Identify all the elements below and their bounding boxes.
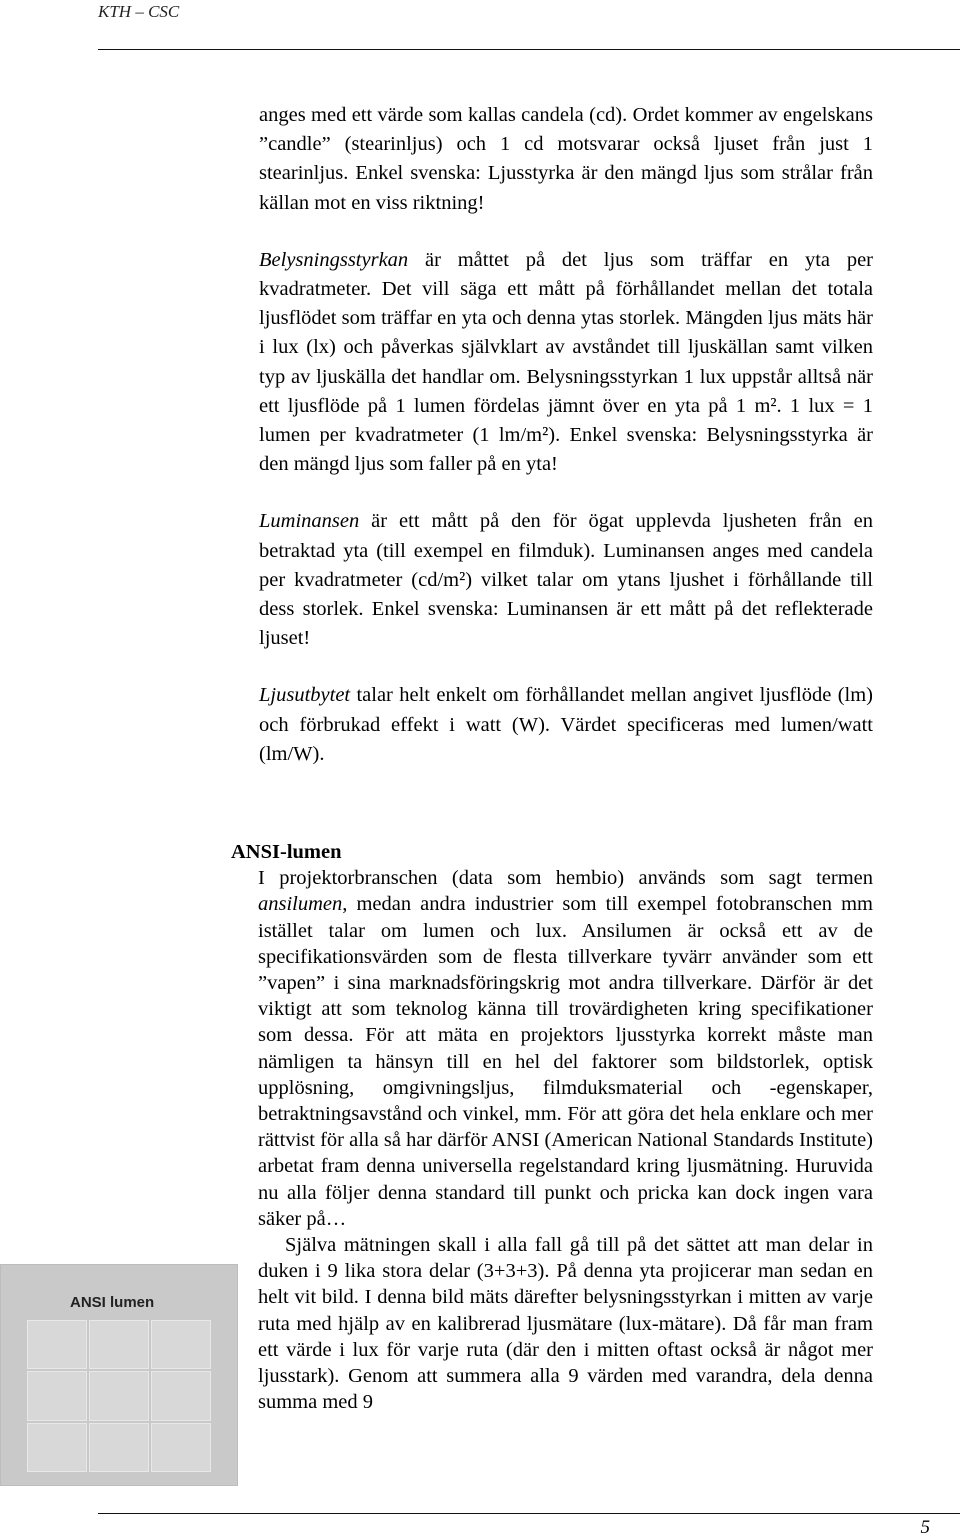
- grid-cell: [151, 1371, 211, 1420]
- grid-cell: [89, 1320, 149, 1369]
- ansi-paragraph-1-start: I projektorbranschen (data som hembio) används som sagt termen: [258, 867, 873, 890]
- paragraph-belysningsstyrka: [259, 246, 873, 480]
- grid-cell: [89, 1371, 149, 1420]
- ansi-paragraph-1: [258, 865, 873, 1232]
- measurement-grid: [27, 1320, 211, 1472]
- paragraph-ljusutbyte: [259, 681, 873, 769]
- term-ljusutbytet: Ljusutbytet: [259, 684, 351, 707]
- grid-cell: [89, 1423, 149, 1472]
- ansi-paragraph-1-end: , medan andra industrier som till exempel fotobranschen mm istället talar om lumen och lux. Ansilumen är också ett av de specifikationsvärden som de flesta tillverkare tyvärr använder som ett ”vapen” i sina marknadsföringskrig mot andra tillverkare. Därför är det viktigt att som teknolog känna till trovärdigheten kring specifikationer som dessa. För att mäta en projektors ljusstyrka korrekt måste man nämligen ta hänsyn till en hel del faktorer som bildstorlek, optisk upplösning, omgivningsljus, filmduksmaterial och -egenskaper, betraktningsavstånd och vinkel, mm. För att göra det hela enklare och mer rättvist för alla så har därför ANSI (American National Standards Institute) arbetat fram denna universella regelstandard kring ljusmätning. Huruvida nu alla följer denna standard till punkt och pricka kan dock ingen vara säker på…: [258, 893, 873, 1230]
- ansi-paragraph-2: Själva mätningen skall i alla fall gå till på det sättet att man delar in duken i 9 lika stora delar (3+3+3). På denna yta projicerar man sedan en helt vit bild. I denna bild mäts därefter belysningsstyrkan i mitten av varje ruta med hjälp av en kalibrerad ljusmätare (lux-mätare). Då får man fram ett värde i lux för varje ruta (där den i mitten oftast också är något mer ljusstark). Genom att summera alla 9 värden med varandra, dela denna summa med 9: [258, 1234, 873, 1414]
- running-header: KTH – CSC: [98, 2, 180, 21]
- grid-cell: [27, 1423, 87, 1472]
- term-ansilumen: ansilumen: [258, 893, 343, 916]
- grid-cell: [151, 1423, 211, 1472]
- footer-rule: [98, 1513, 960, 1514]
- ansi-lumen-figure: [0, 1264, 238, 1486]
- paragraph-ljusutbyte-text: talar helt enkelt om förhållandet mellan angivet ljusflöde (lm) och förbrukad effekt i watt (W). Värdet specificeras med lumen/watt (lm/W).: [259, 684, 873, 765]
- grid-cell: [27, 1320, 87, 1369]
- section-heading: ANSI-lumen: [231, 841, 342, 863]
- term-luminansen: Luminansen: [259, 510, 360, 533]
- figure-label: ANSI lumen: [70, 1294, 155, 1311]
- ansi-section: [231, 839, 873, 1415]
- paragraph-candela: anges med ett värde som kallas candela (cd). Ordet kommer av engelskans ”candle” (stearinljus) och 1 cd motsvarar också ljuset från just 1 stearinljus. Enkel svenska: Ljusstyrka är den mängd ljus som strålar från källan mot en viss riktning!: [259, 104, 873, 214]
- body-text: [259, 101, 873, 769]
- paragraph-belysningsstyrka-text: är måttet på det ljus som träffar en yta per kvadratmeter. Det vill säga ett mått på förhållandet mellan det totala ljusflödet som träffar en yta och denna ytas storlek. Mängden ljus mäts här i lux (lx) och påverkas självklart av avståndet till ljuskällan samt vilken typ av ljuskälla det handlar om. Belysningsstyrkan 1 lux uppstår alltså när ett ljusflöde på 1 lumen fördelas jämnt över en yta på 1 m². 1 lux = 1 lumen per kvadratmeter (1 lm/m²). Enkel svenska: Belysningsstyrka är den mängd ljus som faller på en yta!: [259, 248, 873, 476]
- paragraph-luminans: [259, 507, 873, 653]
- paragraph-luminans-text: är ett mått på den för ögat upplevda ljusheten från en betraktad yta (till exempel en filmduk). Luminansen anges med candela per kvadratmeter (cd/m²) vilket talar om ytans ljushet i förhållande till dess storlek. Enkel svenska: Luminansen är ett mått på det reflekterade ljuset!: [259, 510, 873, 650]
- page-number: 5: [920, 1517, 930, 1538]
- term-belysningsstyrkan: Belysningsstyrkan: [259, 248, 409, 271]
- ansi-text: [258, 865, 873, 1415]
- grid-cell: [151, 1320, 211, 1369]
- grid-cell: [27, 1371, 87, 1420]
- header-rule: [98, 49, 960, 50]
